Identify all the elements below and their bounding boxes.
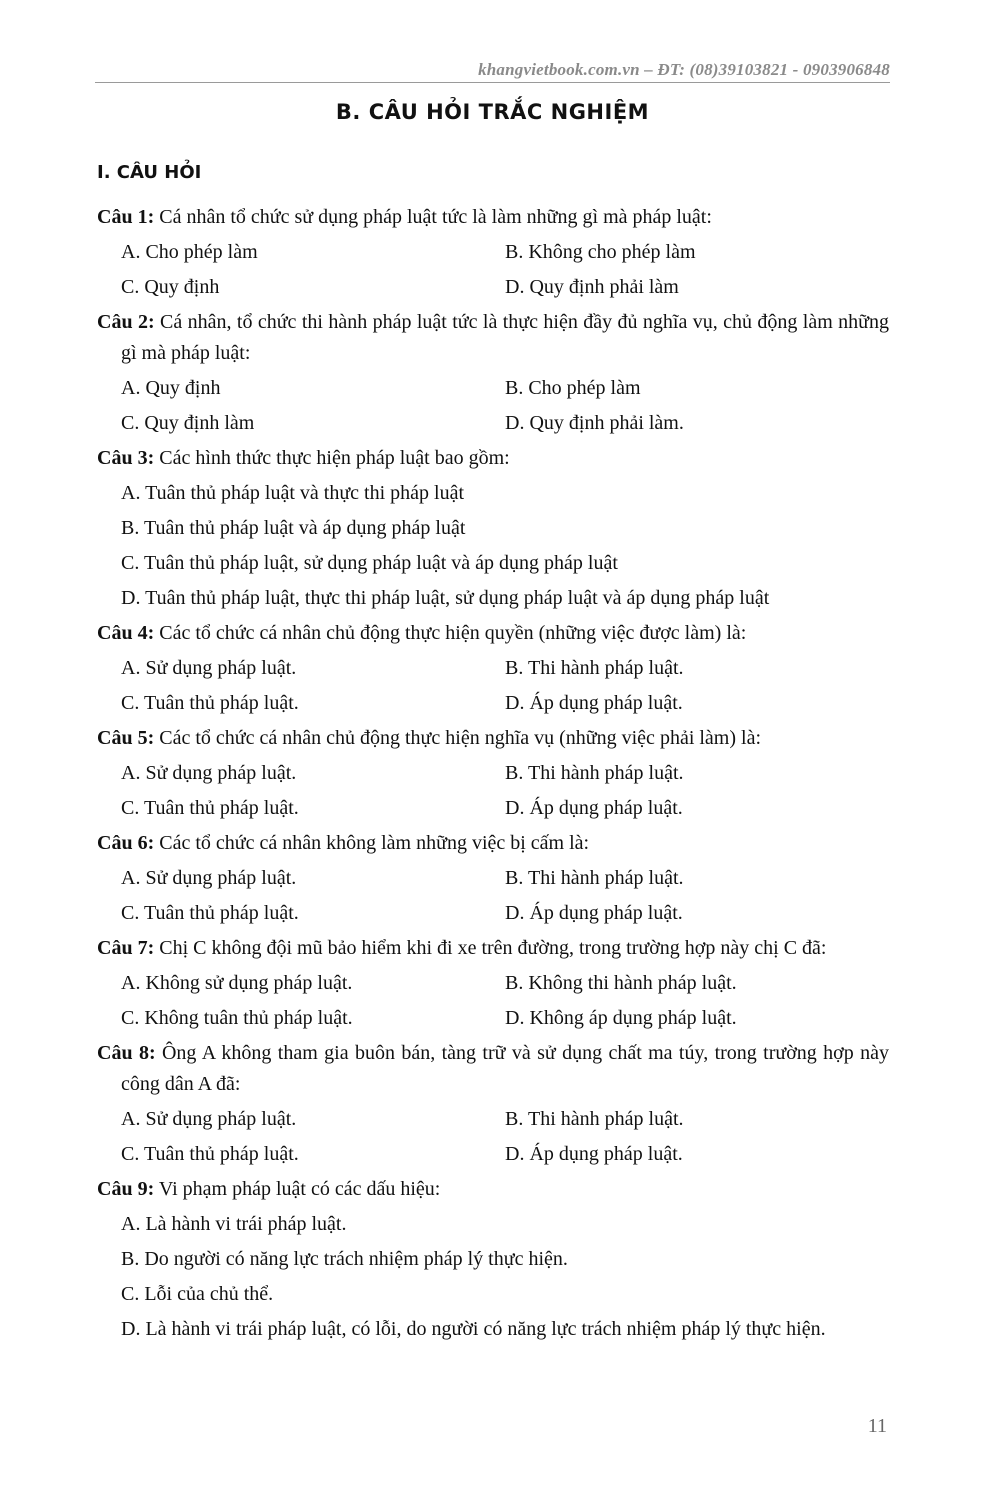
- question: [97, 933, 889, 1034]
- option: C. Quy định làm: [121, 412, 255, 434]
- question-stem: [97, 723, 889, 754]
- question: [97, 618, 889, 719]
- question-label: Câu 3:: [97, 447, 155, 469]
- option: C. Quy định: [121, 276, 220, 298]
- question-stem: [97, 933, 889, 964]
- option: B. Thi hành pháp luật.: [505, 1108, 684, 1130]
- question-text: Cá nhân tổ chức sử dụng pháp luật tức là làm những gì mà pháp luật:: [154, 206, 712, 228]
- option-row: [97, 688, 889, 719]
- option: C. Không tuân thủ pháp luật.: [121, 1007, 353, 1029]
- option: C. Tuân thủ pháp luật.: [121, 692, 299, 714]
- question-label: Câu 5:: [97, 727, 155, 749]
- option: D. Là hành vi trái pháp luật, có lỗi, do người có năng lực trách nhiệm pháp lý thực hiện.: [121, 1318, 826, 1340]
- option-row: [97, 968, 889, 999]
- question: [97, 723, 889, 824]
- question-stem: [97, 307, 889, 369]
- option: A. Sử dụng pháp luật.: [121, 867, 297, 889]
- page-header: khangvietbook.com.vn – ĐT: (08)39103821 - 0903906848: [478, 60, 890, 79]
- option: A. Cho phép làm: [121, 241, 258, 263]
- option: A. Quy định: [121, 377, 221, 399]
- option: A. Tuân thủ pháp luật và thực thi pháp luật: [121, 482, 465, 504]
- option: D. Tuân thủ pháp luật, thực thi pháp luật, sử dụng pháp luật và áp dụng pháp luật: [121, 587, 770, 609]
- question-stem: [97, 828, 889, 859]
- question-text: Các tổ chức cá nhân chủ động thực hiện nghĩa vụ (những việc phải làm) là:: [154, 727, 762, 749]
- question-label: Câu 1:: [97, 206, 155, 228]
- option-row: [97, 237, 889, 268]
- question-label: Câu 9:: [97, 1178, 155, 1200]
- question-stem: [97, 618, 889, 649]
- option: C. Lỗi của chủ thể.: [121, 1283, 274, 1305]
- question-stem: [97, 443, 889, 474]
- header-divider: [95, 82, 890, 83]
- option: D. Không áp dụng pháp luật.: [505, 1007, 737, 1029]
- option: D. Áp dụng pháp luật.: [505, 797, 683, 819]
- option: D. Áp dụng pháp luật.: [505, 902, 683, 924]
- option: A. Sử dụng pháp luật.: [121, 657, 297, 679]
- page-number: 11: [867, 1415, 887, 1437]
- option-row: [97, 758, 889, 789]
- page-title: B. CÂU HỎI TRẮC NGHIỆM: [335, 100, 650, 124]
- question: [97, 202, 889, 303]
- option: D. Quy định phải làm: [505, 276, 679, 298]
- option: D. Áp dụng pháp luật.: [505, 692, 683, 714]
- option: A. Sử dụng pháp luật.: [121, 762, 297, 784]
- option-row: [97, 1003, 889, 1034]
- option: D. Quy định phải làm.: [505, 412, 684, 434]
- question-label: Câu 7:: [97, 937, 155, 959]
- question-text: Chị C không đội mũ bảo hiểm khi đi xe trên đường, trong trường hợp này chị C đã:: [154, 937, 827, 959]
- option: B. Thi hành pháp luật.: [505, 867, 684, 889]
- question-stem: [97, 1038, 889, 1100]
- question: [97, 1038, 889, 1170]
- option-row: [97, 1104, 889, 1135]
- question-text: Các tổ chức cá nhân chủ động thực hiện quyền (những việc được làm) là:: [154, 622, 747, 644]
- option: C. Tuân thủ pháp luật.: [121, 902, 299, 924]
- option: C. Tuân thủ pháp luật.: [121, 1143, 299, 1165]
- question-text: Vi phạm pháp luật có các dấu hiệu:: [154, 1178, 441, 1200]
- option-row: [97, 793, 889, 824]
- option: A. Không sử dụng pháp luật.: [121, 972, 353, 994]
- question-stem: [97, 202, 889, 233]
- option: B. Thi hành pháp luật.: [505, 657, 684, 679]
- option: C. Tuân thủ pháp luật, sử dụng pháp luật và áp dụng pháp luật: [121, 552, 618, 574]
- option-row: [97, 1139, 889, 1170]
- question: [97, 828, 889, 929]
- option: B. Không thi hành pháp luật.: [505, 972, 737, 994]
- question-stem: [97, 1174, 889, 1205]
- option: C. Tuân thủ pháp luật.: [121, 797, 299, 819]
- option-row: [97, 373, 889, 404]
- question-list: [97, 202, 889, 1349]
- option: B. Tuân thủ pháp luật và áp dụng pháp luật: [121, 517, 466, 539]
- question: [97, 307, 889, 439]
- question-label: Câu 4:: [97, 622, 155, 644]
- option-row: [97, 653, 889, 684]
- option: B. Do người có năng lực trách nhiệm pháp lý thực hiện.: [121, 1248, 568, 1270]
- question-label: Câu 6:: [97, 832, 155, 854]
- question-text: Các hình thức thực hiện pháp luật bao gồm:: [154, 447, 510, 469]
- option: B. Thi hành pháp luật.: [505, 762, 684, 784]
- option: D. Áp dụng pháp luật.: [505, 1143, 683, 1165]
- question: [97, 1174, 889, 1345]
- question-text: Cá nhân, tổ chức thi hành pháp luật tức là thực hiện đầy đủ nghĩa vụ, chủ động làm những gì mà pháp luật:: [121, 311, 889, 364]
- option: B. Cho phép làm: [505, 377, 641, 399]
- question: [97, 443, 889, 614]
- option-row: [97, 408, 889, 439]
- option-row: [97, 863, 889, 894]
- option-row: [97, 272, 889, 303]
- question-label: Câu 8:: [97, 1042, 156, 1064]
- question-label: Câu 2:: [97, 311, 155, 333]
- section-heading: I. CÂU HỎI: [97, 162, 202, 183]
- option-row: [97, 898, 889, 929]
- option: A. Là hành vi trái pháp luật.: [121, 1213, 347, 1235]
- question-text: Ông A không tham gia buôn bán, tàng trữ và sử dụng chất ma túy, trong trường hợp này công dân A đã:: [121, 1042, 889, 1095]
- option: B. Không cho phép làm: [505, 241, 696, 263]
- question-text: Các tổ chức cá nhân không làm những việc bị cấm là:: [154, 832, 590, 854]
- option: A. Sử dụng pháp luật.: [121, 1108, 297, 1130]
